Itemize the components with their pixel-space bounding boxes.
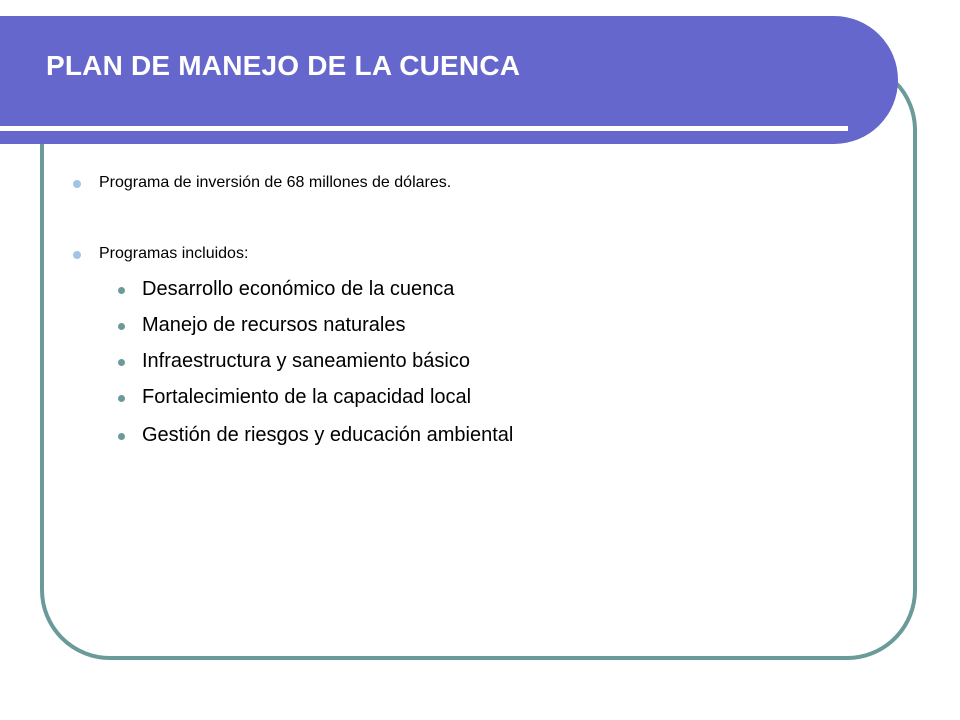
bullet-item: Programas incluidos: [99, 245, 249, 262]
bullet-dot-icon [73, 251, 81, 259]
sub-bullet-dot-icon [118, 287, 125, 294]
title-underline [0, 126, 848, 131]
sub-bullet-item: Gestión de riesgos y educación ambiental [142, 424, 514, 446]
sub-bullet-dot-icon [118, 359, 125, 366]
slide-title: PLAN DE MANEJO DE LA CUENCA [46, 50, 521, 81]
sub-bullet-item: Desarrollo económico de la cuenca [142, 278, 455, 300]
bullet-dot-icon [73, 180, 81, 188]
bullet-item: Programa de inversión de 68 millones de dólares. [99, 174, 452, 191]
sub-bullet-item: Fortalecimiento de la capacidad local [142, 386, 472, 408]
sub-bullet-dot-icon [118, 433, 125, 440]
sub-bullet-dot-icon [118, 395, 125, 402]
sub-bullet-dot-icon [118, 323, 125, 330]
sub-bullet-item: Manejo de recursos naturales [142, 314, 406, 336]
sub-bullet-item: Infraestructura y saneamiento básico [142, 350, 470, 372]
